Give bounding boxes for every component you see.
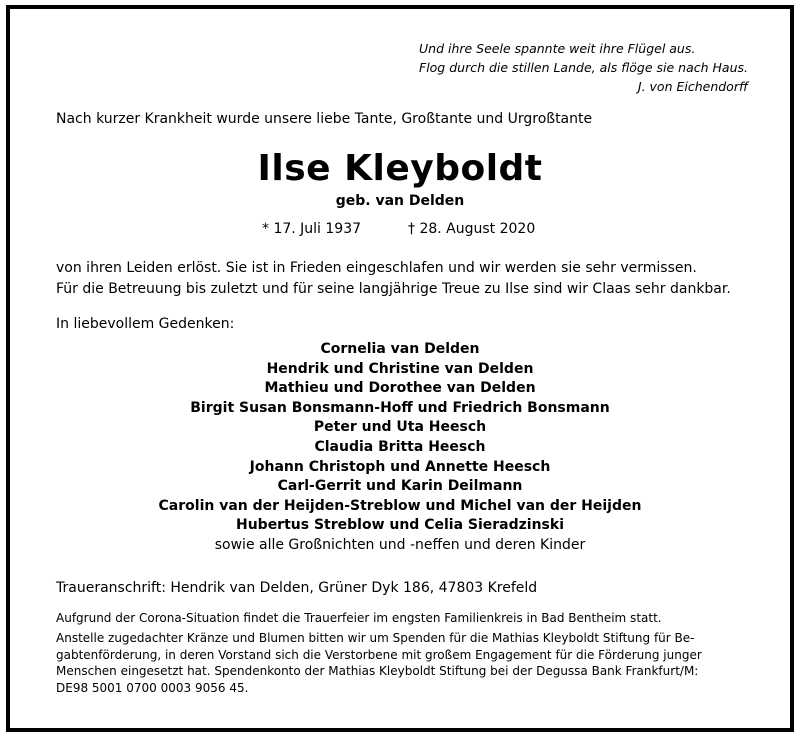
poem-author: J. von Eichendorff — [637, 79, 748, 94]
intro-text: Nach kurzer Krankheit wurde unsere liebe Tante, Großtante und Urgroßtante — [56, 111, 593, 127]
birth-date: * 17. Juli 1937 — [262, 221, 362, 237]
greeting: In liebevollem Gedenken: — [56, 316, 235, 332]
donation-line: DE98 5001 0700 0003 9056 45. — [56, 680, 249, 695]
funeral-note: Aufgrund der Corona-Situation findet die Trauerfeier im engsten Familienkreis in Bad Bentheim statt. — [56, 611, 662, 625]
donation-line: Menschen eingesetzt hat. Spendenkonto der Mathias Kleyboldt Stiftung bei der Degussa Bank Frankfurt/M: — [56, 664, 699, 678]
poem-quote — [419, 39, 748, 96]
deceased-name: Ilse Kleyboldt — [257, 148, 543, 189]
mourner-name: Carolin van der Heijden-Streblow und Michel van der Heijden — [158, 497, 642, 514]
message-line: Für die Betreuung bis zuletzt und für seine langjährige Treue zu Ilse sind wir Claas sehr dankbar. — [56, 281, 731, 297]
poem-line: Flog durch die stillen Lande, als flöge sie nach Haus. — [419, 60, 748, 75]
donation-line: Anstelle zugedachter Kränze und Blumen bitten wir um Spenden für die Mathias Kleyboldt Stiftung für Be- — [56, 631, 695, 645]
death-date: † 28. August 2020 — [408, 221, 536, 237]
mourners-list — [0, 340, 800, 556]
maiden-name: geb. van Delden — [335, 193, 465, 209]
mourner-name: Johann Christoph und Annette Heesch — [249, 458, 551, 475]
message-text — [56, 258, 731, 300]
donation-line: gabtenförderung, in deren Vorstand sich die Verstorbene mit großem Engagement für die Förderung junger — [56, 647, 702, 662]
mourner-name: Birgit Susan Bonsmann-Hoff und Friedrich Bonsmann — [190, 399, 610, 416]
donation-note — [56, 630, 746, 696]
mourner-name: Carl-Gerrit und Karin Deilmann — [277, 478, 523, 495]
mourner-name: Mathieu und Dorothee van Delden — [264, 380, 536, 397]
mourner-name: Claudia Britta Heesch — [314, 438, 486, 455]
mourner-name: Peter und Uta Heesch — [313, 419, 487, 436]
mourner-name: Cornelia van Delden — [320, 341, 480, 357]
message-line: von ihren Leiden erlöst. Sie ist in Frieden eingeschlafen und wir werden sie sehr vermissen. — [56, 260, 697, 276]
mourning-address: Traueranschrift: Hendrik van Delden, Grüner Dyk 186, 47803 Krefeld — [56, 580, 538, 596]
mourner-name: Hubertus Streblow und Celia Sieradzinski — [235, 517, 564, 534]
poem-line: Und ihre Seele spannte weit ihre Flügel aus. — [419, 41, 696, 56]
mourners-closing: sowie alle Großnichten und -neffen und deren Kinder — [214, 536, 586, 553]
mourner-name: Hendrik und Christine van Delden — [266, 360, 534, 377]
